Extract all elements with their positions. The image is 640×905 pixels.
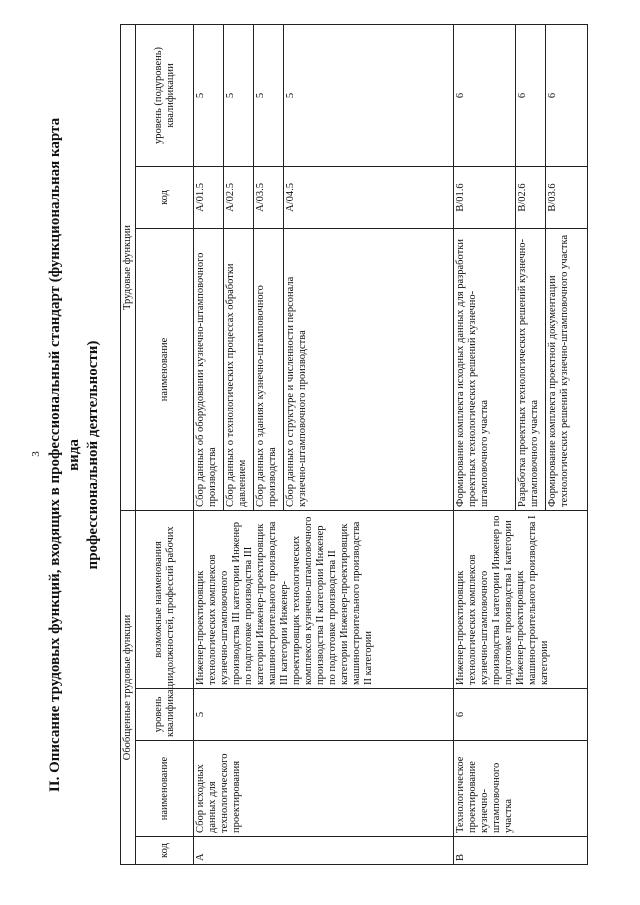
header-level: уровень квалификации <box>136 689 194 741</box>
function-code: B/02.6 <box>516 166 546 228</box>
function-name: Сбор данных о зданиях кузнечно-штамповочного производства <box>254 228 284 510</box>
header-code: код <box>136 837 194 865</box>
group-positions: Инженер-проектировщик технологических комплексов кузнечно-штамповочного производства III категории Инженер по подготовке производства III категории Инженер-проектировщик машиностроительного производства III категории Инженер-проектировщик технологических комплексов кузнечно-штамповочного производства II категории Инженер по подготовке производства II категории Инженер-проектировщик машиностроительного производства II категории <box>194 510 454 688</box>
header-generalized: Обобщенные трудовые функции <box>121 510 136 864</box>
functional-map-table <box>120 24 588 865</box>
table-row-a1 <box>194 24 224 864</box>
function-code: B/01.6 <box>454 166 516 228</box>
function-code: A/03.5 <box>254 166 284 228</box>
page-number: 3 <box>30 451 42 457</box>
header-name: наименование <box>136 741 194 837</box>
header-row-1 <box>121 24 136 864</box>
header-tf-name: наименование <box>136 228 194 510</box>
header-labor-functions: Трудовые функции <box>121 24 136 510</box>
title-line-1: II. Описание трудовых функций, входящих в профессиональный стандарт (функциональная карта вида <box>47 117 82 793</box>
function-level: 6 <box>516 24 546 166</box>
group-code: A <box>194 837 454 865</box>
function-level: 6 <box>546 24 588 166</box>
group-name: Сбор исходных данных для технологического проектирования <box>194 741 454 837</box>
function-name: Сбор данных о структуре и численности персонала кузнечно-штамповочного производства <box>284 228 454 510</box>
section-title <box>46 115 103 795</box>
function-name: Формирование комплекта проектной документации технологических решений кузнечно-штамповочного участка <box>546 228 588 510</box>
function-code: A/04.5 <box>284 166 454 228</box>
function-code: A/01.5 <box>194 166 224 228</box>
group-code: B <box>454 837 588 865</box>
group-name: Технологическое проектирование кузнечно-штамповочного участка <box>454 741 588 837</box>
function-name: Формирование комплекта исходных данных для разработки проектных технологических решений кузнечно-штамповочного участка <box>454 228 516 510</box>
header-tf-level: уровень (подуровень) квалификации <box>136 24 194 166</box>
function-level: 5 <box>194 24 224 166</box>
group-positions: Инженер-проектировщик технологических комплексов кузнечно-штамповочного производства I категории Инженер по подготовке производства I категории Инженер-проектировщик машиностроительного производства I категории <box>454 510 588 688</box>
function-code: A/02.5 <box>224 166 254 228</box>
table-row-b1 <box>454 24 516 864</box>
header-tf-code: код <box>136 166 194 228</box>
function-level: 5 <box>284 24 454 166</box>
function-name: Разработка проектных технологических решений кузнечно-штамповочного участка <box>516 228 546 510</box>
function-code: B/03.6 <box>546 166 588 228</box>
group-level: 6 <box>454 689 588 741</box>
function-level: 5 <box>254 24 284 166</box>
function-name: Сбор данных о технологических процессах обработки давлением <box>224 228 254 510</box>
group-level: 5 <box>194 689 454 741</box>
function-level: 5 <box>224 24 254 166</box>
header-row-2 <box>136 24 194 864</box>
function-name: Сбор данных об оборудовании кузнечно-штамповочного производства <box>194 228 224 510</box>
header-positions: возможные наименования должностей, профессий рабочих <box>136 510 194 688</box>
title-line-2: профессиональной деятельности) <box>85 340 101 570</box>
function-level: 6 <box>454 24 516 166</box>
